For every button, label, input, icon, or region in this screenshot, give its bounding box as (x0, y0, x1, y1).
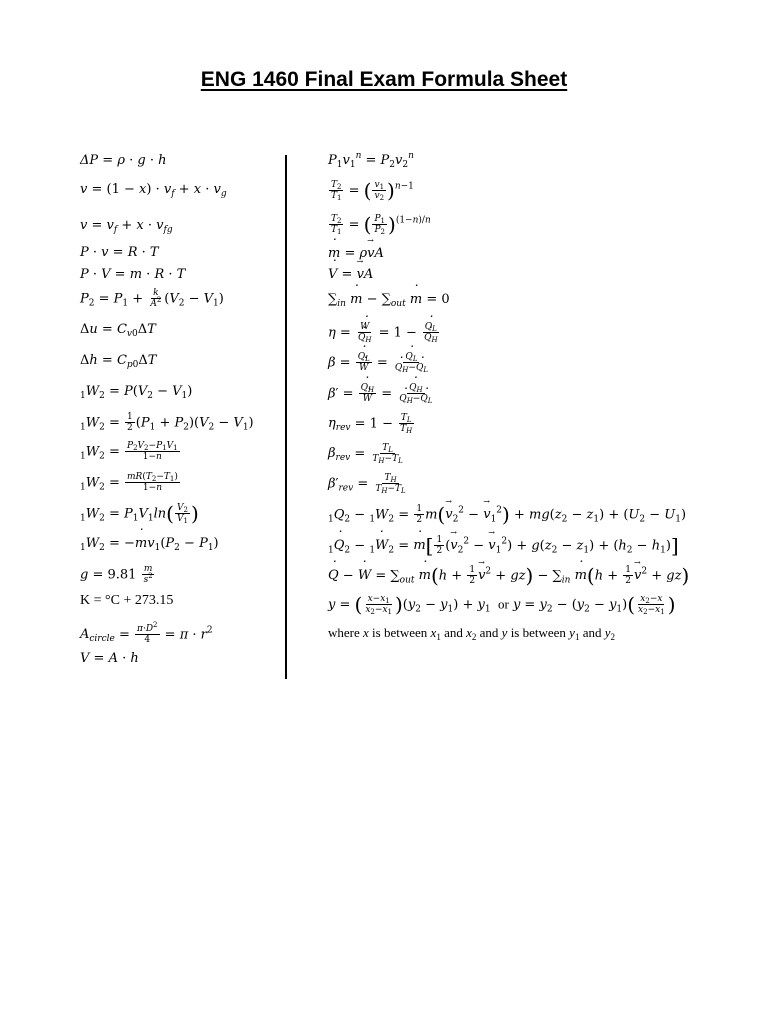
formula-right-1: $P_1v_1^n = P_2v_2^n$ (328, 151, 414, 170)
formula-right-10: $\eta_{rev} = 1$ − $\frac{T_L}{T_H}$ (328, 413, 413, 436)
formula-left-16: K = °C + 273.15 (80, 593, 174, 608)
formula-left-17: $A_{circle}$ = $\frac{\pi\cdot D^2}{4}$ = $\pi \cdot r^2$ (80, 621, 213, 646)
formula-left-3: $v = v_f + x \cdot v_{fg}$ (80, 218, 173, 235)
formula-left-6: $P_2 = P_1$ + $\frac{k}{A^2}$ $(V_2 - V_1)$ (80, 288, 224, 310)
formula-right-2: $\frac{T_2}{T_1}$ = ( $\frac{v_1}{v_2}$ )$^{n-1}$ (331, 178, 414, 203)
formula-right-7: η = $\frac{W ˙}{Q ˙_H}$ = 1 − $\frac{Q ˙_L}{Q ˙_H}$ (328, 322, 441, 344)
formula-left-15: g = 9.81 $\frac{m}{s^2}$ (80, 564, 153, 586)
column-divider (285, 155, 287, 679)
formula-left-1: ΔP = ρ · g · h (80, 153, 167, 168)
page-title: ENG 1460 Final Exam Formula Sheet (200, 68, 568, 91)
formula-right-17: where x is between $x_1$ and $x_2$ and y is between $y_1$ and $y_2$ (328, 625, 616, 642)
formula-left-9: $_1W_2 = P(V_2 - V_1)$ (80, 384, 193, 401)
formula-left-13: $_1W_2 = P_1V_1\ln$( $\frac{V_2}{V_1}$ ) (80, 501, 199, 526)
formula-right-6: $\sum_{in}$ m ˙ − $\sum_{out}$ m ˙ = 0 (328, 293, 450, 306)
formula-left-2: $v = (1 - x) \cdot v_f + x \cdot v_g$ (80, 182, 227, 199)
formula-left-10: $_1W_2$ = $\frac{1}{2}$ $(P_1 + P_2)(V_2 - V_1)$ (80, 412, 254, 434)
formula-left-11: $_1W_2$ = $\frac{P_2V_2-P_1V_1}{1-n}$ (80, 441, 178, 463)
formula-right-15: Q ˙ − W ˙ = $\sum_{out}$ m ˙(h + $\frac{1}{2}$ $v \to^2 + gz) - \sum_{in}$ m ˙(h + $\frac{1}{2}$ v →$^2$ + gz) (328, 565, 689, 587)
formula-right-14: $_1$Q $˙_2 - _1W$ $˙_2 = m$ ˙[ $\frac{1}{2}$ $(v \to_2^2 - v \to_1^2) + g(z_2 - z_1) + (h_2 - h_1)$] (328, 535, 679, 557)
formula-right-13: $_1Q_2 - _1W_2$ = $\frac{1}{2}$ $m(v \to_2^2 - v \to_1^2) + mg(z_2 - z_1) + (U_2 - U_1)$ (328, 504, 686, 526)
formula-left-18: V = A · h (80, 651, 139, 666)
formula-left-14: $_1W_2 = -m$ $˙v_1(P_2 - P_1)$ (80, 537, 219, 553)
formula-left-7: $\Delta u = C_{v0}\Delta T$ (80, 322, 156, 339)
formula-left-5: P · V = m · R · T (80, 267, 186, 282)
formula-left-8: $\Delta h = C_{p0}\Delta T$ (80, 353, 157, 370)
formula-right-3: $\frac{T_2}{T_1}$ = ( $\frac{P_1}{P_2}$ )$^{(1-n)/n}$ (331, 212, 431, 237)
formula-left-4: P · v = R · T (80, 245, 159, 260)
formula-right-4: m ˙ = ρv →A (328, 247, 384, 260)
formula-right-11: $\beta_{rev}$ = $\frac{T_L}{T_H-T_L}$ (328, 443, 403, 466)
formula-right-8: β = $\frac{Q ˙_L}{W}$ ˙ = $\frac{Q ˙_L}{Q ˙_H-Q ˙_L}$ (328, 352, 431, 374)
formula-right-5: V ˙ = v →A (328, 268, 373, 281)
formula-right-9: β′ = $\frac{Q ˙_H}{W}$ ˙ = $\frac{Q ˙_H}{Q ˙_H-Q ˙_L}$ (328, 383, 435, 405)
formula-right-16: y = ( $\frac{x-x_1}{x_2-x_1}$ )$(y_2 - y_1) + y_1$ or $y = y_2 - (y_2 - y_1)$( $\frac{x_2-x}{x_2-x_1}$ ) (328, 592, 676, 617)
formula-right-12: $\beta'_{rev}$ = $\frac{T_H}{T_H-T_L}$ (328, 473, 406, 496)
formula-left-12: $_1W_2$ = $\frac{mR(T_2-T_1)}{1-n}$ (80, 472, 178, 494)
